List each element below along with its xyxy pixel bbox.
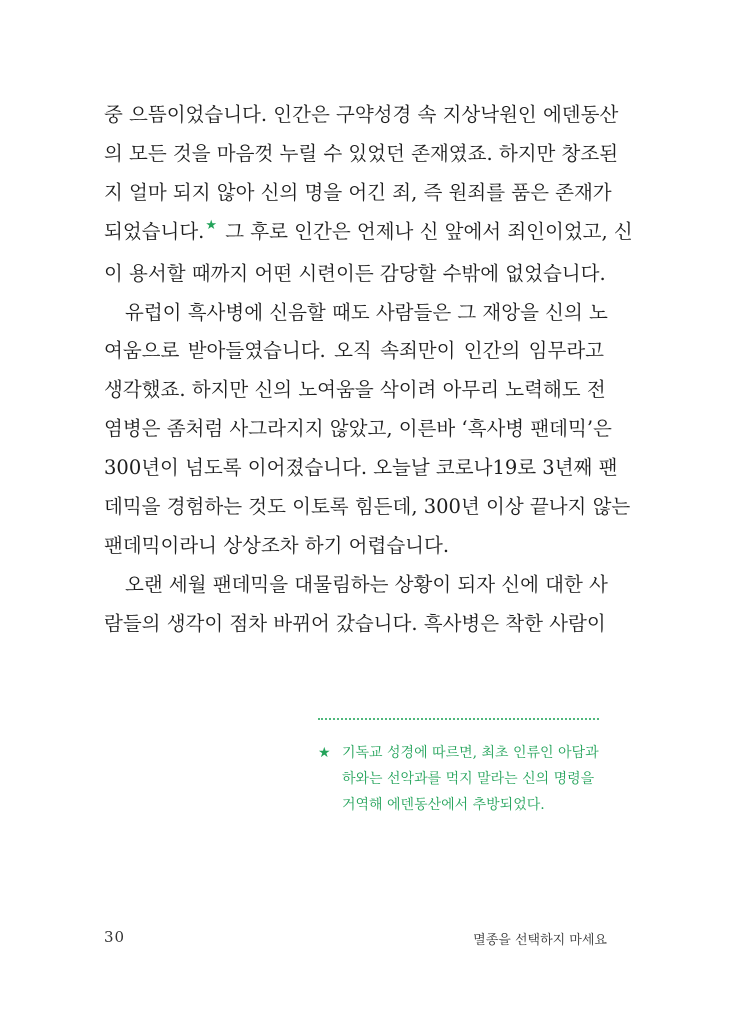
footnote-divider [318,718,599,720]
body-line-paragraph-start: 유럽이 흑사병에 신음할 때도 사람들은 그 재앙을 신의 노 [125,300,608,324]
body-line: 중 으뜸이었습니다. 인간은 구약성경 속 지상낙원인 에덴동산 [104,103,619,126]
body-line: 여움으로 받아들였습니다. 오직 속죄만이 인간의 임무라고 [104,339,604,363]
body-line: 염병은 좀처럼 사그라지지 않았고, 이른바 ‘흑사병 팬데믹’은 [104,417,612,441]
running-title: 멸종을 선택하지 마세요 [473,933,607,948]
body-line: 지 얼마 되지 않아 신의 명을 어긴 죄, 즉 원죄를 품은 존재가 [104,180,612,204]
footnote-line: 하와는 선악과를 먹지 말라는 신의 명령을 [342,771,595,787]
footnote-line [318,740,608,766]
body-line: 데믹을 경험하는 것도 이토록 힘든데, 300년 이상 끝나지 않는 [104,495,631,519]
body-line-paragraph-start: 오랜 세월 팬데믹을 대물림하는 상황이 되자 신에 대한 사 [125,572,608,596]
body-line: 300년이 넘도록 이어졌습니다. 오늘날 코로나19로 3년째 팬 [104,456,618,480]
body-line: 이 용서할 때까지 어떤 시련이든 감당할 수밖에 없었습니다. [104,261,606,285]
body-line: 생각했죠. 하지만 신의 노여움을 삭이려 아무리 노력해도 전 [104,378,606,402]
body-line-with-footnote [104,213,633,255]
body-text [104,96,633,644]
footnote-text: 기독교 성경에 따르면, 최초 인류인 아담과 [342,745,599,761]
body-line: 람들의 생각이 점차 바뀌어 갔습니다. 흑사병은 착한 사람이 [104,611,606,635]
body-text-fragment: 되었습니다. [104,219,205,243]
footnote-line: 거역해 에덴동산에서 추방되었다. [342,797,545,813]
footnote [318,740,608,818]
body-text-fragment: 그 후로 인간은 언제나 신 앞에서 죄인이었고, 신 [225,219,633,243]
body-line: 팬데믹이라니 상상조차 하기 어렵습니다. [104,533,450,557]
footnote-reference-star-icon: ★ [205,217,218,233]
page-number: 30 [104,928,126,946]
body-line: 의 모든 것을 마음껏 누릴 수 있었던 존재였죠. 하지만 창조된 [104,141,619,165]
footnote-star-icon: ★ [318,745,331,761]
